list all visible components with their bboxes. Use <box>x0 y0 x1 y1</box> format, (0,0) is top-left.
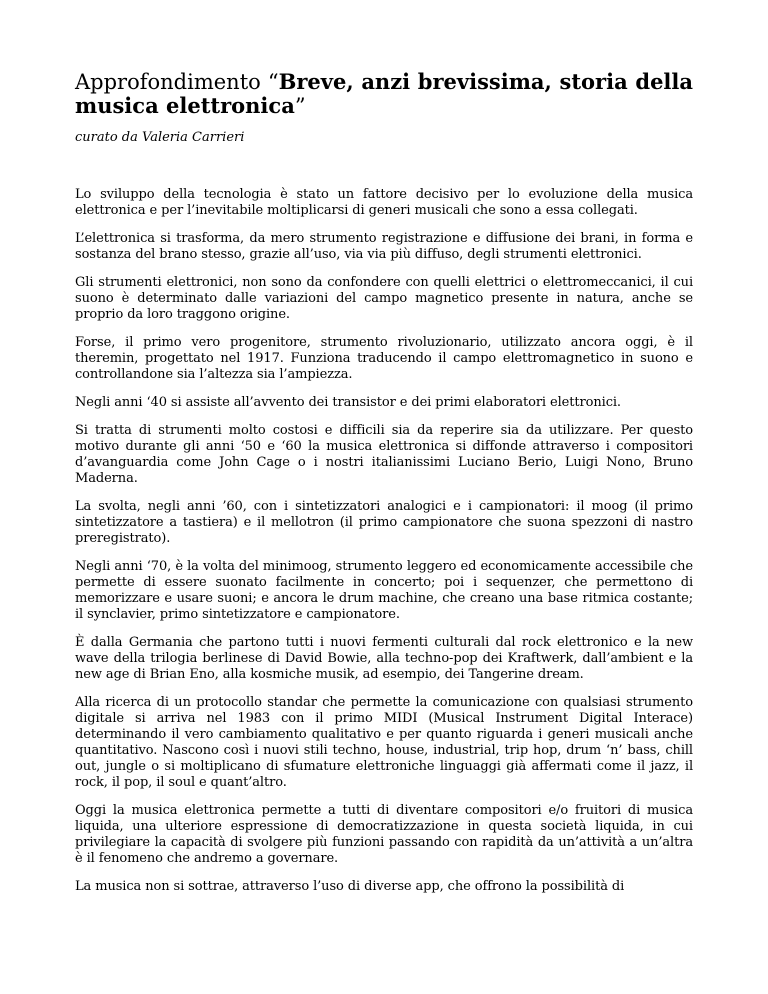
document-title <box>75 70 693 118</box>
title-suffix: ” <box>294 94 306 118</box>
paragraph: Oggi la musica elettronica permette a tutti di diventare compositori e/o fruitori di musica liquida, una ulteriore espressione di democratizzazione in questa società liquida, in cui privilegiare la capacità di svolgere più funzioni passando con rapidità da un’attività a un’altra è il fenomeno che andremo a governare. <box>75 803 693 866</box>
paragraph: Gli strumenti elettronici, non sono da confondere con quelli elettrici o elettromeccanici, il cui suono è determinato dalle variazioni del campo magnetico presente in natura, anche se proprio da loro traggono origine. <box>75 275 693 322</box>
author-line: curato da Valeria Carrieri <box>75 130 245 145</box>
paragraph: L’elettronica si trasforma, da mero strumento registrazione e diffusione dei brani, in forma e sostanza del brano stesso, grazie all’uso, via via più diffuso, degli strumenti elettronici. <box>75 231 693 262</box>
paragraph: Lo sviluppo della tecnologia è stato un fattore decisivo per lo evoluzione della musica elettronica e per l’inevitabile moltiplicarsi di generi musicali che sono a essa collegati. <box>75 187 693 218</box>
paragraph: Si tratta di strumenti molto costosi e difficili sia da reperire sia da utilizzare. Per questo motivo durante gli anni ‘50 e ‘60 la musica elettronica si diffonde attraverso i compositori d’avanguardia come John Cage o i nostri italianissimi Luciano Berio, Luigi Nono, Bruno Maderna. <box>75 423 693 486</box>
paragraph: La svolta, negli anni ’60, con i sintetizzatori analogici e i campionatori: il moog (il primo sintetizzatore a tastiera) e il mellotron (il primo campionatore che suona spezzoni di nastro preregistrato). <box>75 499 693 546</box>
title-bold-text: Breve, anzi brevissima, storia della musica elettronica <box>75 69 693 118</box>
paragraph: Forse, il primo vero progenitore, strumento rivoluzionario, utilizzato ancora oggi, è il theremin, progettato nel 1917. Funziona traducendo il campo elettromagnetico in suono e controllandone sia l’altezza sia l’ampiezza. <box>75 335 693 382</box>
paragraph: La musica non si sottrae, attraverso l’uso di diverse app, che offrono la possibilità di <box>75 879 625 894</box>
paragraph: Negli anni ‘40 si assiste all’avvento dei transistor e dei primi elaboratori elettronici. <box>75 395 621 410</box>
document-page <box>75 70 693 907</box>
title-prefix: Approfondimento “ <box>75 70 279 94</box>
paragraph: Alla ricerca di un protocollo standar che permette la comunicazione con qualsiasi strumento digitale si arriva nel 1983 con il primo MIDI (Musical Instrument Digital Interace) determinando il vero cambiamento qualitativo e per quanto riguarda i generi musicali anche quantitativo. Nascono così i nuovi stili techno, house, industrial, trip hop, drum ‘n’ bass, chill out, jungle o si moltiplicano di sfumature elettroniche linguaggi già affermati come il jazz, il rock, il pop, il soul e quant’altro. <box>75 695 693 790</box>
paragraph: Negli anni ‘70, è la volta del minimoog, strumento leggero ed economicamente accessibile che permette di essere suonato facilmente in concerto; poi i sequenzer, che permettono di memorizzare e usare suoni; e ancora le drum machine, che creano una base ritmica costante; il synclavier, primo sintetizzatore e campionatore. <box>75 559 693 622</box>
paragraph: È dalla Germania che partono tutti i nuovi fermenti culturali dal rock elettronico e la new wave della trilogia berlinese di David Bowie, alla techno-pop dei Kraftwerk, dall’ambient e la new age di Brian Eno, alla kosmiche musik, ad esempio, dei Tangerine dream. <box>75 635 693 682</box>
